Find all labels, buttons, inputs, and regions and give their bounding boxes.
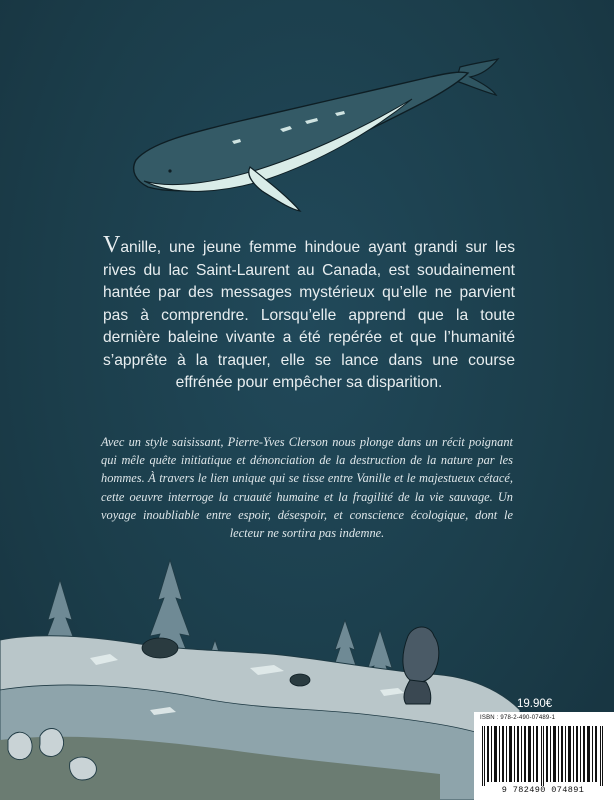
barcode-panel — [474, 712, 614, 800]
price-label: 19.90€ — [517, 698, 553, 710]
barcode-digits: 9 782490 074891 — [501, 785, 585, 795]
whale-illustration — [130, 55, 500, 215]
isbn-label: ISBN : 978-2-490-07489-1 — [480, 715, 556, 721]
barcode-icon — [480, 726, 608, 786]
synopsis-text — [103, 232, 515, 395]
review-text: Avec un style saisissant, Pierre-Yves Clerson nous plonge dans un récit poignant qui mêle quête initiatique et dénonciation de la destruction de la nature par les hommes. À travers le lien unique qui se tisse entre Vanille et le majestueux cétacé, cette oeuvre interroge la cruauté humaine et la fragilité de la vie sauvage. Un voyage inoubliable entre espoir, désespoir, et conscience écologique, dont le lecteur ne sortira pas indemne. — [101, 435, 513, 541]
drop-cap: V — [103, 232, 121, 258]
synopsis-body: anille, une jeune femme hindoue ayant grandi sur les rives du lac Saint-Laurent au Canada, est soudainement hantée par des messages mystérieux qu’elle ne parvient pas à comprendre. Lorsqu’elle apprend que la toute dernière baleine vivante a été repérée et que l’humanité s’apprête à la traquer, elle se lance dans une course effrénée pour empêcher sa disparition. — [103, 239, 515, 391]
